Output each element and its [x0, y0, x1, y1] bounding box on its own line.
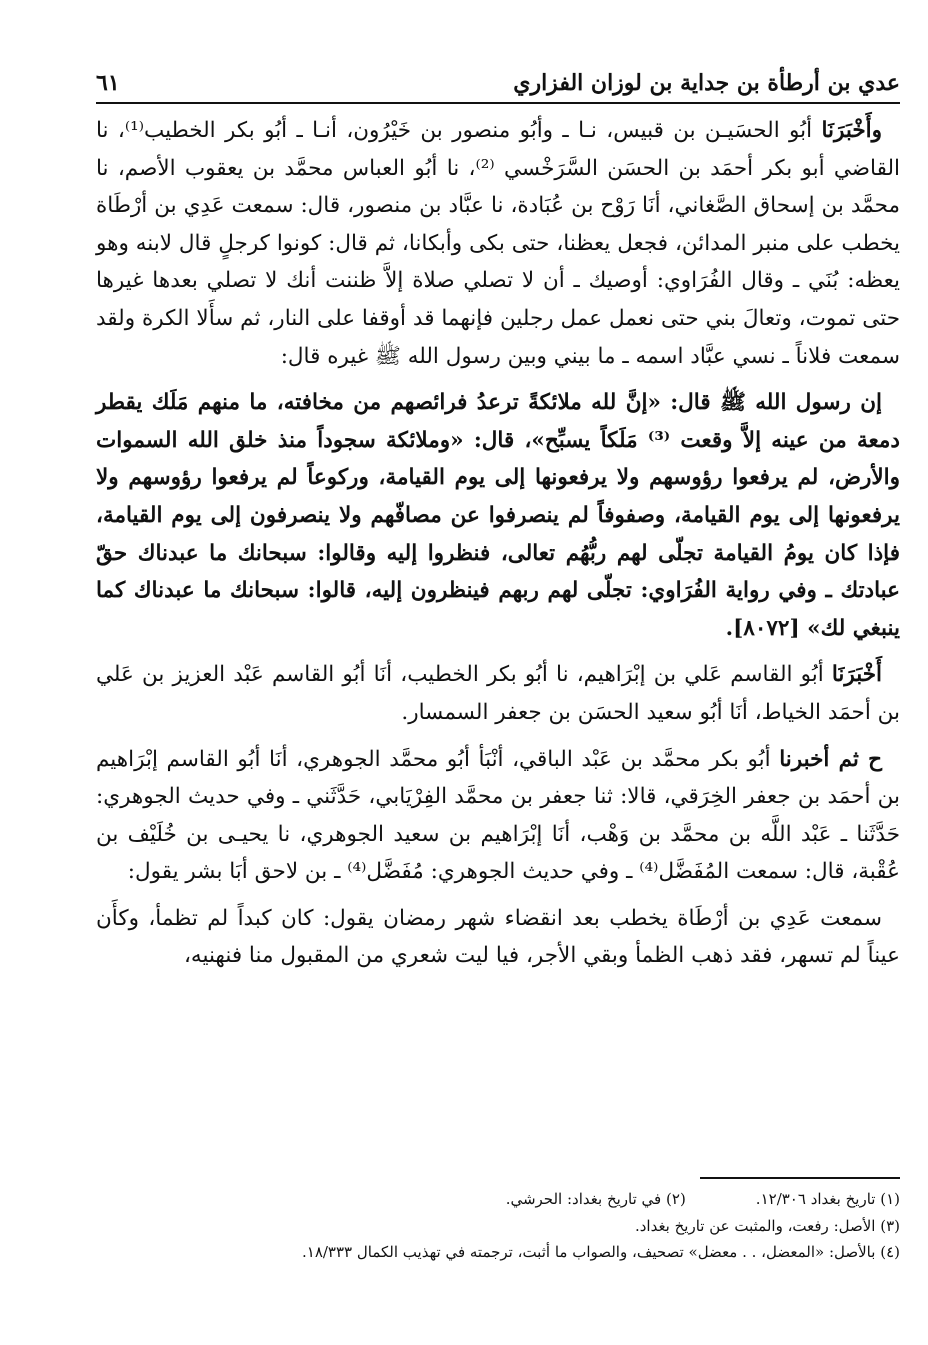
paragraph-lead: أَخْبَرَنَا: [831, 662, 882, 688]
paragraph-text: أبُو بكر محمَّد بن عَبْد الباقي، أنْبَأ أبُو محمَّد الجوهري، أنَا أبُو القاسم إبْرَاهيم بن أحمَد بن جعفر الخِرَقي، قالا: ثنا جعفر بن محمَّد الفِرْيَابي، حَدَّثَني ـ وفي حديث الجوهري: حَدَّثَنا ـ عَبْد اللَّه بن محمَّد بن وَهْب، أنَا إبْرَاهيم بن سعيد الجوهري، نا يحيـى بن خُلَيْف بن عُقْبة، قال: سمعت المُفَضَّل⁽⁴⁾ ـ وفي حديث الجوهري: مُفَضَّل⁽⁴⁾ ـ بن لاحق أبَا بشر يقول:: [96, 746, 900, 885]
footnote-number: (١): [880, 1190, 900, 1208]
running-title: عدي بن أرطأة بن جداية بن لوزان الفزاري: [513, 70, 900, 96]
footnote-text: تاريخ بغداد ١٢/٣٠٦.: [755, 1190, 876, 1208]
paragraph-2-hadith: [96, 384, 900, 647]
footnote-1: [756, 1186, 900, 1213]
paragraph-text: أبُو القاسم عَلي بن إبْرَاهيم، نا أبُو بكر الخطيب، أنَا أبُو القاسم عَبْد العزيز بن عَلي بن أحمَد الخياط، أنَا أبُو سعيد الحسَن بن جعفر السمسار.: [96, 662, 900, 725]
paragraph-text: سمعت عَدِي بن أرْطَاة يخطب بعد انقضاء شهر رمضان يقول: كان كبداً لم تظمأ، وكأَن عيناً لم تسهر، فقد ذهب الظمأ وبقي الأجر، فيا ليت شعري من المقبول منا فنهنيه،: [96, 905, 900, 969]
footnote-text: الأصل: رفعت، والمثبت عن تاريخ بغداد.: [634, 1216, 876, 1235]
footnote-row: [96, 1213, 900, 1240]
footnote-number: (٢): [666, 1190, 686, 1208]
paragraph-lead: ح ثم أخبرنا: [779, 746, 882, 772]
paragraph-1: [96, 112, 900, 375]
footnotes: [96, 1186, 900, 1266]
footnote-number: (٣): [880, 1216, 900, 1235]
page-header: [96, 52, 900, 104]
body-text: [96, 112, 900, 984]
paragraph-4: [96, 741, 900, 891]
footnote-text: في تاريخ بغداد: الحرشي.: [505, 1190, 662, 1208]
footnote-row: [96, 1186, 900, 1213]
footnote-4: [302, 1239, 900, 1266]
paragraph-text: إن رسول الله ﷺ قال: «إنَّ لله ملائكةً ترعدُ فرائصهم من مخافته، ما منهم مَلَك يقطر دمعة من عينه إلاَّ وقعت ⁽³⁾ مَلَكاً يسبِّح»، قال: «وملائكة سجوداً منذ خلق الله السموات والأرض، لم يرفعوا رؤوسهم ولا يرفعونها إلى يوم القيامة، وركوعاً لم يرفعوا رؤوسهم ولا يرفعونها إلى يوم القيامة، وصفوفاً لم ينصرفوا عن مصافّهم ولا ينصرفون إلى يوم القيامة، فإذا كان يومُ القيامة تجلّى لهم ربُّهُم تعالى، فنظروا إليه وقالوا: سبحانك ما عبدناك حقّ عبادتك ـ وفي رواية الفُرَاوي: تجلّى لهم ربهم فينظرون إليه، قالوا: سبحانك ما عبدناك كما ينبغي لك» [٨٠٧٢].: [96, 390, 900, 641]
footnote-row: [96, 1239, 900, 1266]
paragraph-5: [96, 900, 900, 975]
footnote-divider: [700, 1177, 900, 1179]
paragraph-text: أبُو الحسَيـن بن قبيس، نـا ـ وأبُو منصور بن خَيْرُون، أنـا ـ أبُو بكر الخطيب⁽¹⁾، نا القاضي أبو بكر أحمَد بن الحسَن السَّرَخْسي ⁽²⁾، نا أبُو العباس محمَّد بن يعقوب الأصم، نا محمَّد بن إسحاق الصَّغاني، أنَا رَوْح بن عُبَادة، نا عبَّاد بن منصور، قال: سمعت عَدِي بن أرْطَاة يخطب على منبر المدائن، فجعل يعظنا، حتى بكى وأبكانا، ثم قال: كونوا كرجلٍ قال لابنه وهو يعظه: بُنَي ـ وقال الفُرَاوي: أوصيك ـ أن لا تصلي صلاة إلاَّ ظننت أنك لا تصلي بعدها غيرها حتى تموت، وتعالَ بني حتى نعمل عمل رجلين فإنهما قد أوقفا على النار، ثم سأَلا الكرة ولقد سمعت فلاناً ـ نسي عبَّاد اسمه ـ ما بيني وبين رسول الله ﷺ غيره قال:: [96, 118, 900, 369]
footnote-text: بالأصل: «المعضل، . . معضل» تصحيف، والصواب ما أثبت، ترجمته في تهذيب الكمال ١٨/٣٣٣.: [301, 1243, 876, 1261]
page-number: ٦١: [96, 70, 120, 96]
paragraph-3: [96, 656, 900, 731]
footnote-3: [635, 1213, 900, 1240]
footnote-2: [506, 1186, 686, 1213]
paragraph-lead: وأَخْبَرَنَا: [821, 118, 882, 143]
footnote-number: (٤): [880, 1243, 900, 1261]
